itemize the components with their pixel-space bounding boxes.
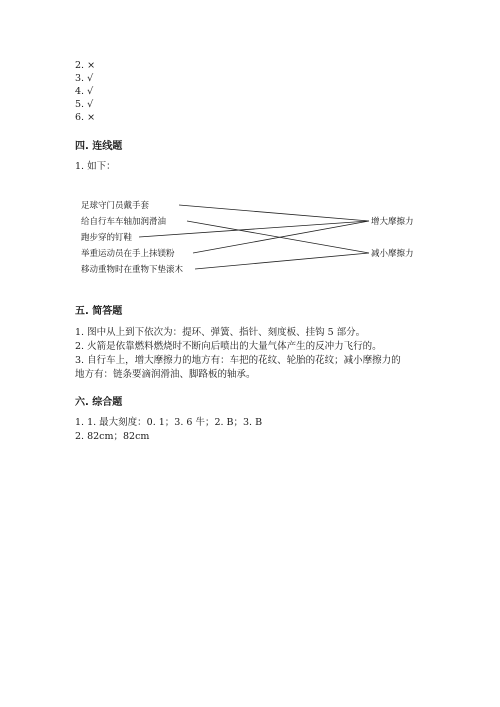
connector-1 bbox=[179, 205, 369, 221]
section6-title: 六. 综合题 bbox=[75, 397, 123, 408]
section5-title: 五. 简答题 bbox=[75, 306, 123, 317]
section5-line-4: 地方有：链条要滴润滑油、脚路板的轴承。 bbox=[75, 369, 256, 380]
left-item-2: 给自行车车轴加润滑油 bbox=[81, 217, 167, 227]
section4-intro: 1. 如下： bbox=[75, 161, 116, 172]
left-item-4: 举重运动员在手上抹镁粉 bbox=[81, 249, 175, 259]
answer-4: 4. √ bbox=[75, 86, 94, 97]
connector-3 bbox=[139, 221, 369, 237]
left-item-5: 移动重物时在重物下垫滚木 bbox=[81, 265, 184, 275]
matching-diagram bbox=[75, 196, 425, 278]
section6-line-1: 1. 1. 最大刻度：0. 1；3. 6 牛；2. B；3. B bbox=[75, 417, 263, 428]
section4-title: 四. 连线题 bbox=[75, 141, 123, 152]
section5-line-3: 3. 自行车上，增大摩擦力的地方有：车把的花纹、轮胎的花纹；减小摩擦力的 bbox=[75, 355, 401, 366]
section5-line-1: 1. 图中从上到下依次为：提环、弹簧、指针、刻度板、挂钩 5 部分。 bbox=[75, 327, 366, 338]
answer-6: 6. × bbox=[75, 112, 96, 123]
answer-5: 5. √ bbox=[75, 99, 94, 110]
section5-line-2: 2. 火箭是依靠燃料燃烧时不断向后喷出的大量气体产生的反冲力飞行的。 bbox=[75, 341, 382, 352]
right-item-1: 增大摩擦力 bbox=[371, 217, 414, 227]
answer-2: 2. × bbox=[75, 60, 96, 71]
left-item-3: 跑步穿的钉鞋 bbox=[81, 233, 133, 243]
section6-line-2: 2. 82cm；82cm bbox=[75, 431, 150, 442]
left-item-1: 足球守门员戴手套 bbox=[81, 201, 150, 211]
connector-5 bbox=[195, 253, 369, 269]
right-item-2: 减小摩擦力 bbox=[371, 249, 414, 259]
answer-3: 3. √ bbox=[75, 73, 94, 84]
